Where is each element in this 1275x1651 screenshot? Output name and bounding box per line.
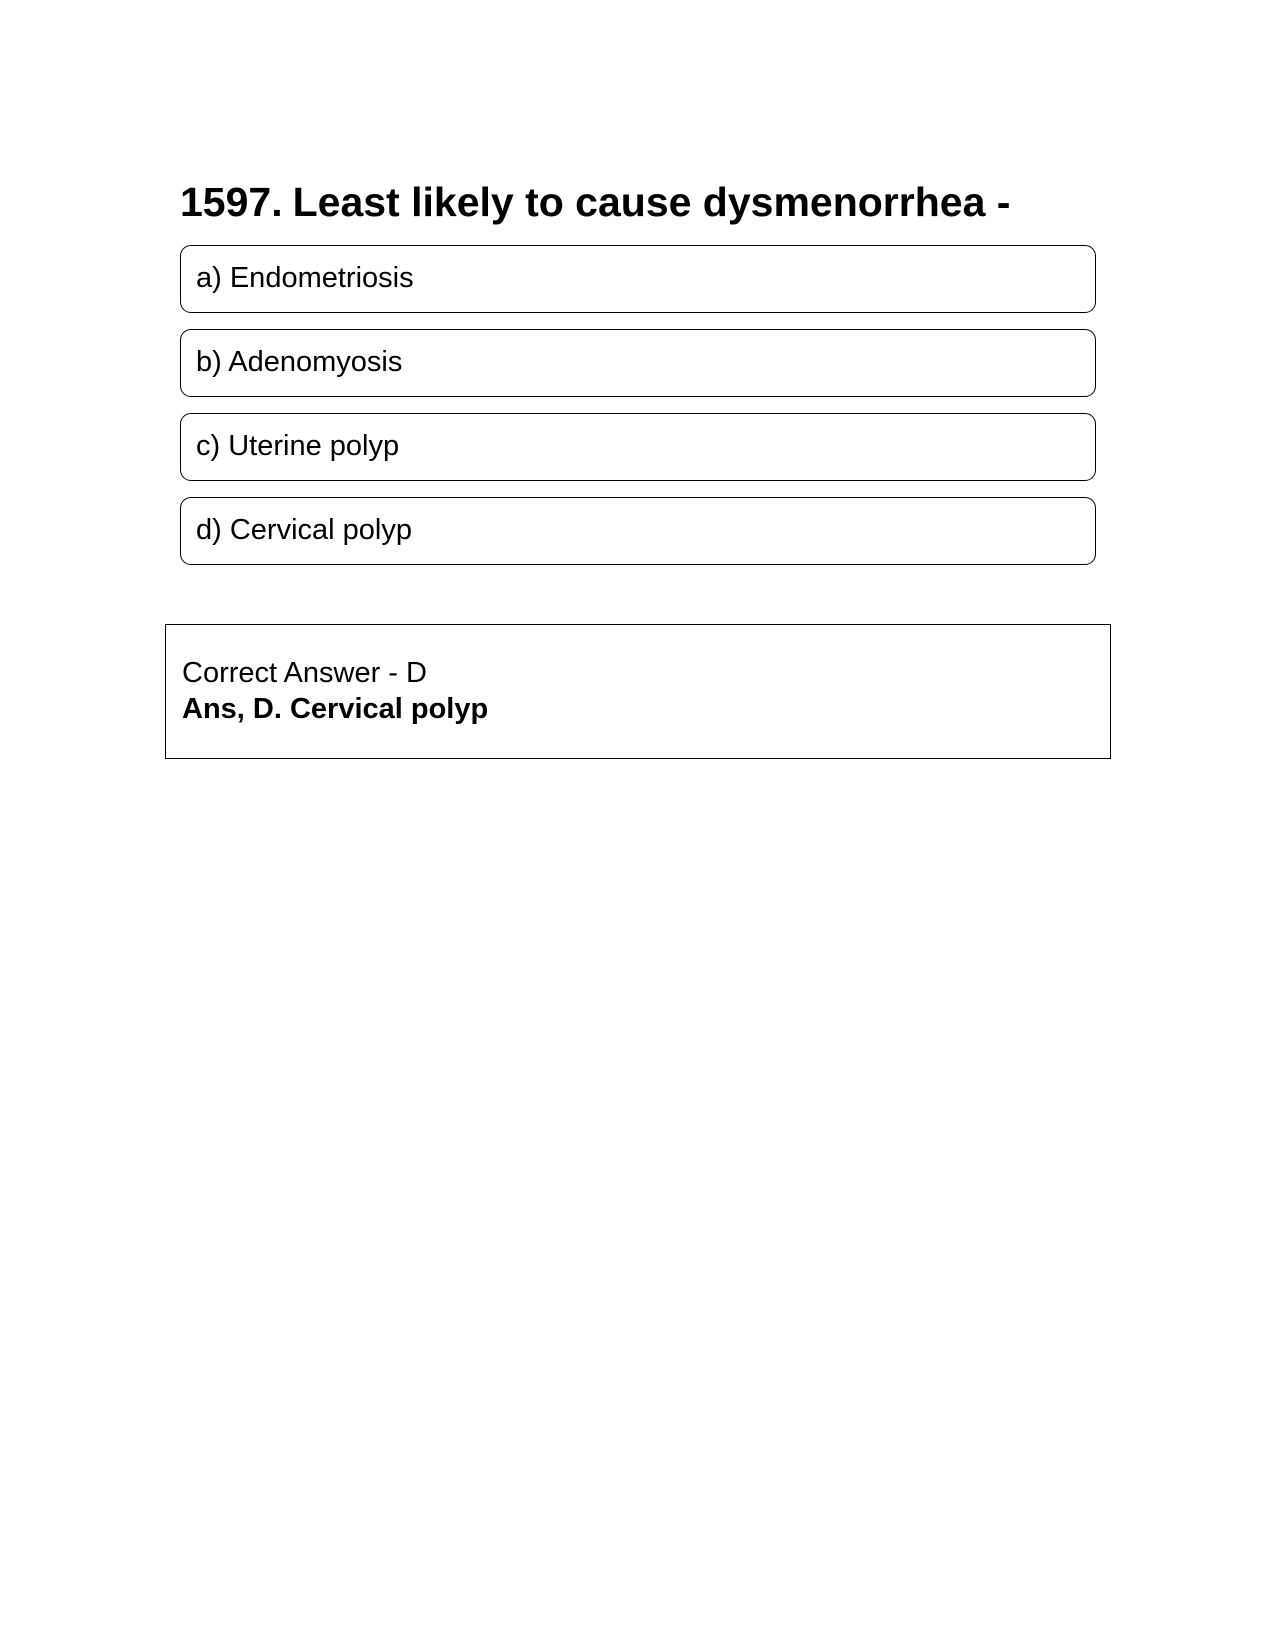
question-number: 1597. <box>180 179 283 225</box>
answer-box <box>165 624 1111 759</box>
option-a[interactable]: a) Endometriosis <box>180 245 1096 313</box>
correct-answer-line: Correct Answer - D <box>182 657 427 689</box>
option-b[interactable]: b) Adenomyosis <box>180 329 1096 397</box>
question-heading <box>180 178 1010 226</box>
question-text: Least likely to cause dysmenorrhea - <box>292 179 1011 225</box>
option-d[interactable]: d) Cervical polyp <box>180 497 1096 565</box>
option-c[interactable]: c) Uterine polyp <box>180 413 1096 481</box>
answer-explanation: Ans, D. Cervical polyp <box>182 693 489 725</box>
